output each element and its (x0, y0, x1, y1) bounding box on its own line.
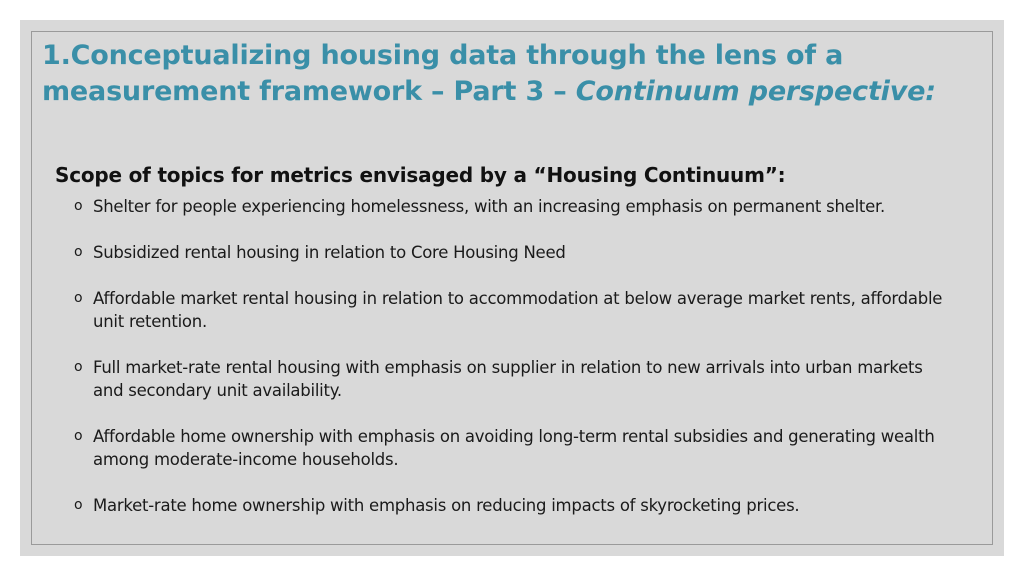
bullet-marker: o (74, 244, 83, 260)
slide-title-main: 1.Conceptualizing housing data through the lens of a measurement framework – Part 3 – (42, 40, 844, 107)
list-item (74, 287, 954, 333)
bullet-marker: o (74, 497, 83, 513)
slide-title-italic: Continuum perspective: (575, 76, 936, 107)
list-item (74, 425, 954, 471)
bullet-marker: o (74, 359, 83, 375)
list-item (74, 494, 954, 517)
topic-text: Affordable home ownership with emphasis on avoiding long-term rental subsidies and generating wealth among moderate-income households. (93, 427, 935, 469)
topic-text: Affordable market rental housing in relation to accommodation at below average market rents, affordable unit retention. (93, 289, 943, 331)
slide-title (42, 38, 972, 110)
slide-subtitle: Scope of topics for metrics envisaged by a “Housing Continuum”: (55, 163, 786, 187)
topic-text: Market-rate home ownership with emphasis on reducing impacts of skyrocketing prices. (93, 496, 800, 515)
bullet-marker: o (74, 198, 83, 214)
list-item (74, 356, 954, 402)
topic-text: Shelter for people experiencing homelessness, with an increasing emphasis on permanent shelter. (93, 197, 886, 216)
list-item (74, 195, 954, 218)
slide-content-frame (31, 31, 993, 545)
topic-text: Subsidized rental housing in relation to Core Housing Need (93, 243, 566, 262)
topic-text: Full market-rate rental housing with emphasis on supplier in relation to new arrivals into urban markets and secondary unit availability. (93, 358, 923, 400)
bullet-marker: o (74, 290, 83, 306)
topic-list (74, 195, 954, 517)
slide (20, 20, 1004, 556)
bullet-marker: o (74, 428, 83, 444)
list-item (74, 241, 954, 264)
